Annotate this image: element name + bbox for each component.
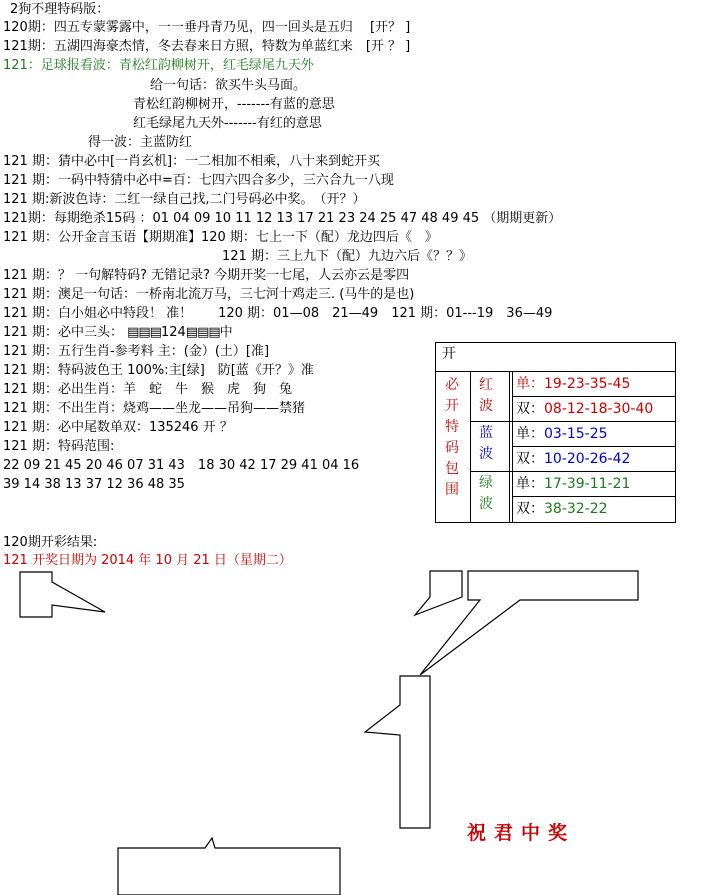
line-miss-bai: 121 期：白小姐必中特段！ 准！ 120 期：01—08 21—49 121 期：01---19 36—49 [3, 306, 553, 321]
blessing-text: 祝君中奖 [467, 822, 576, 844]
table-left-label: 必开特码包围 [445, 377, 459, 498]
callout-small [415, 571, 462, 615]
page-title: 2狗不理特码版： [10, 2, 110, 17]
callout-bottom-box [118, 838, 340, 895]
line-red-meaning: 红毛绿尾九天外-------有红的意思 [133, 116, 322, 131]
bar-glyphs-right: ▤▤▤ [185, 325, 220, 340]
line-121-poem: 121期：五湖四海豪杰情，冬去春来日方照，特数为单蓝红来 [开 ？ ] [3, 39, 411, 54]
table-top-label: 开 [442, 346, 456, 362]
line-football-wave: 121：足球报看波：青松红韵柳树开，红毛绿尾九天外 [3, 58, 314, 73]
line-one-sentence-riddle: 121 期：？ 一句解特码? 无错记录? 今期开奖一七尾，人云亦云是零四 [3, 268, 410, 283]
line-no-zodiac: 121 期：不出生肖：烧鸡——坐龙——吊狗——禁猪 [3, 401, 305, 416]
green-even-values: 38-32-22 [544, 501, 608, 517]
blue-odd-label: 单： [516, 426, 544, 442]
line-golden-words-2: 121 期：三上九下（配）九边六后《？？》 [222, 249, 472, 264]
line-120-results: 120期开彩结果: [3, 535, 98, 550]
blue-even-values: 10-20-26-42 [544, 451, 631, 467]
wave-green-name: 绿波 [479, 475, 493, 512]
line-code-range-2: 39 14 38 13 37 12 36 48 35 [3, 477, 185, 492]
line-macau-sentence: 121 期：澳足一句话：一桥南北流万马，三七河十鸡走三. (马牛的是也) [3, 287, 415, 302]
blue-odd-values: 03-15-25 [544, 426, 608, 442]
line-golden-words: 121 期：公开金言玉语【期期准】120 期：七上一下（配）龙边四后《 》 [3, 230, 438, 245]
three-heads-value: 124 [160, 325, 186, 340]
wave-red-name: 红波 [479, 377, 493, 414]
green-even-label: 双： [516, 501, 544, 517]
line-must-zodiac: 121 期：必出生肖：羊 蛇 牛 猴 虎 狗 兔 [3, 382, 292, 397]
line-special-code: 121 期：一码中特猜中必中=百：七四六四合多少，三六合九一八现 [3, 173, 394, 188]
line-get-wave: 得一波：主蓝防红 [88, 135, 193, 150]
line-zodiac-riddle: 121 期：猜中必中[一肖玄机]：一二相加不相乘，八十来到蛇开买 [3, 154, 381, 169]
green-odd-values: 17-39-11-21 [544, 476, 631, 492]
line-code-range-1: 22 09 21 45 20 46 07 31 43 18 30 42 17 29 41 04 16 [3, 458, 360, 473]
callout-pillar [365, 676, 430, 828]
callout-left [20, 572, 105, 617]
bar-glyphs-left: ▤▤▤ [127, 325, 161, 340]
line-draw-date: 121 开奖日期为 2014 年 10 月 21 日（星期二） [3, 553, 292, 568]
line-blue-meaning: 青松红韵柳树开，-------有蓝的意思 [133, 97, 335, 112]
line-tail-numbers: 121 期：必中尾数单双：135246 开 ？ [3, 420, 233, 435]
line-code-range-label: 121 期：特码范围: [3, 439, 115, 454]
line-wave-king: 121 期：特码波色王 100%:主[绿] 防[蓝《开？》准 [3, 363, 314, 378]
red-odd-values: 19-23-35-45 [544, 376, 631, 392]
line-kill-15: 121期：每期绝杀15码 ：01 04 09 10 11 12 13 17 21 23 24 25 47 48 49 45 （期期更新） [3, 211, 562, 226]
wave-blue-name: 蓝波 [479, 425, 493, 462]
line-120-poem: 120期：四五专蒙雾露中，一一垂丹青乃见，四一回头是五归 [开？ ] [3, 20, 411, 35]
three-heads-label: 121 期：必中三头： [3, 325, 123, 340]
red-even-values: 08-12-18-30-40 [544, 401, 654, 417]
green-odd-label: 单： [516, 476, 544, 492]
line-wave-poem: 121 期:新波色诗：二红一绿自己找,二门号码必中奖。 （开？） [3, 192, 366, 207]
blue-even-label: 双： [516, 451, 544, 467]
red-even-label: 双： [516, 401, 544, 417]
red-odd-label: 单： [516, 376, 544, 392]
three-heads-tail: 中 [219, 325, 233, 340]
line-five-elements: 121 期：五行生肖-参考料 主：(金）(土）[准] [3, 344, 270, 359]
line-one-sentence: 给一句话：欲买牛头马面。 [150, 78, 307, 93]
